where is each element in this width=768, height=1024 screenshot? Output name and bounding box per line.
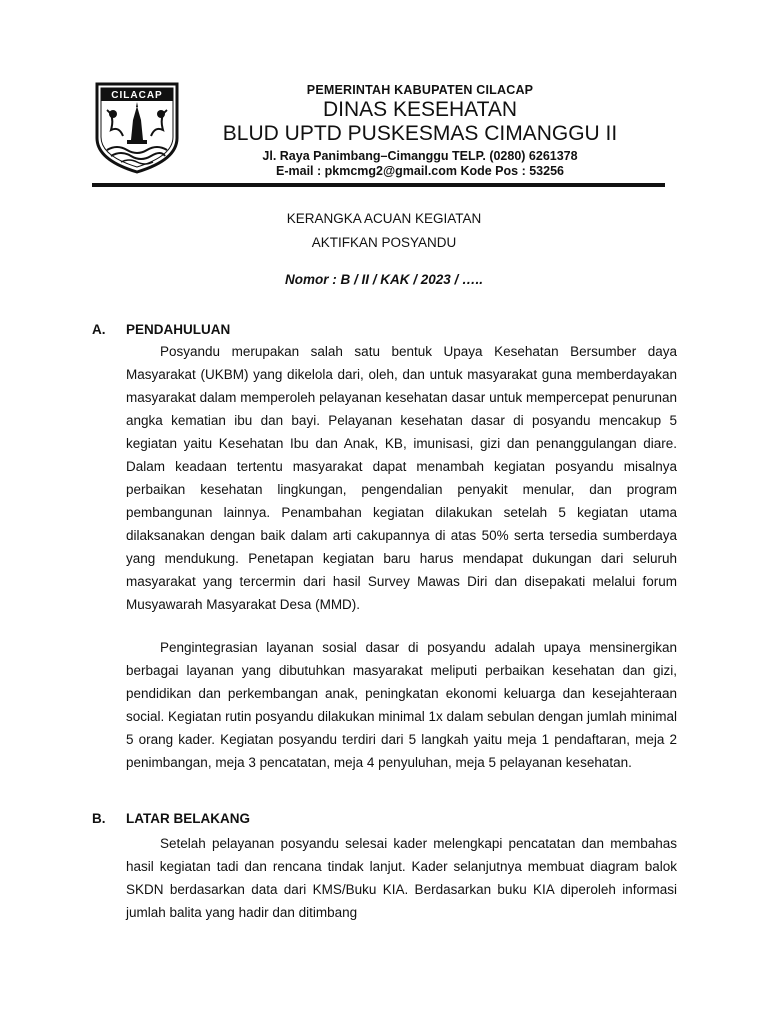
letterhead-agency: DINAS KESEHATAN <box>322 98 518 121</box>
section-letter: A. <box>92 322 106 337</box>
cilacap-logo <box>93 80 181 174</box>
section-letter: B. <box>92 811 106 826</box>
paragraph: Pengintegrasian layanan sosial dasar di posyandu adalah upaya mensinergikan berbagai layanan yang dibutuhkan masyarakat meliputi perbaikan kesehatan dan gizi, pendidikan dan perkembangan anak, peningkatan ekonomi keluarga dan kesejahteraan social. Kegiatan rutin posyandu dilakukan minimal 1x dalam sebulan dengan jumlah minimal 5 orang kader. Kegiatan posyandu terdiri dari 5 langkah yaitu meja 1 pendaftaran, meja 2 penimbangan, meja 3 pencatatan, meja 4 penyuluhan, meja 5 pelayanan kesehatan. <box>126 640 677 770</box>
document-title: KERANGKA ACUAN KEGIATAN <box>286 211 482 226</box>
letterhead-government: PEMERINTAH KABUPATEN CILACAP <box>306 83 534 97</box>
paragraph: Setelah pelayanan posyandu selesai kader melengkapi pencatatan dan membahas hasil kegiatan tadi dan rencana tindak lanjut. Kader selanjutnya membuat diagram balok SKDN berdasarkan data dari KMS/Buku KIA. Berdasarkan buku KIA diperoleh informasi jumlah balita yang hadir dan ditimbang <box>126 836 677 920</box>
paragraph: Posyandu merupakan salah satu bentuk Upaya Kesehatan Bersumber daya Masyarakat (UKBM) yang dikelola dari, oleh, dan untuk masyarakat guna memberdayakan masyarakat dalam memperoleh pelayanan kesehatan dasar untuk mempercepat penurunan angka kematian ibu dan bayi. Pelayanan kesehatan dasar di posyandu mencakup 5 kegiatan yaitu Kesehatan Ibu dan Anak, KB, imunisasi, gizi dan penanggulangan diare. Dalam keadaan tertentu masyarakat dapat menambah kegiatan posyandu misalnya perbaikan kesehatan lingkungan, pengendalian penyakit menular, dan program pembangunan lainnya. Penambahan kegiatan dilakukan setelah 5 kegiatan utama dilaksanakan dengan baik dalam arti cakupannya di atas 50% serta tersedia sumberdaya yang mendukung. Penetapan kegiatan baru harus mendapat dukungan dari seluruh masyarakat yang tercermin dari hasil Survey Mawas Diri dan disepakati melalui forum Musyawarah Masyarakat Desa (MMD). <box>126 344 677 612</box>
letterhead-institution: BLUD UPTD PUSKESMAS CIMANGGU II <box>222 122 618 145</box>
letterhead-divider <box>92 183 665 187</box>
logo-text: CILACAP <box>111 90 163 101</box>
section-title: PENDAHULUAN <box>126 322 231 337</box>
document-subtitle: AKTIFKAN POSYANDU <box>311 235 457 250</box>
section-title: LATAR BELAKANG <box>126 811 250 826</box>
letterhead-contact: E-mail : pkmcmg2@gmail.com Kode Pos : 53256 <box>276 164 564 178</box>
letterhead-address: Jl. Raya Panimbang–Cimanggu TELP. (0280) 6261378 <box>262 149 578 163</box>
letterhead <box>190 82 650 179</box>
document-number: Nomor : B / II / KAK / 2023 / ….. <box>284 272 484 287</box>
